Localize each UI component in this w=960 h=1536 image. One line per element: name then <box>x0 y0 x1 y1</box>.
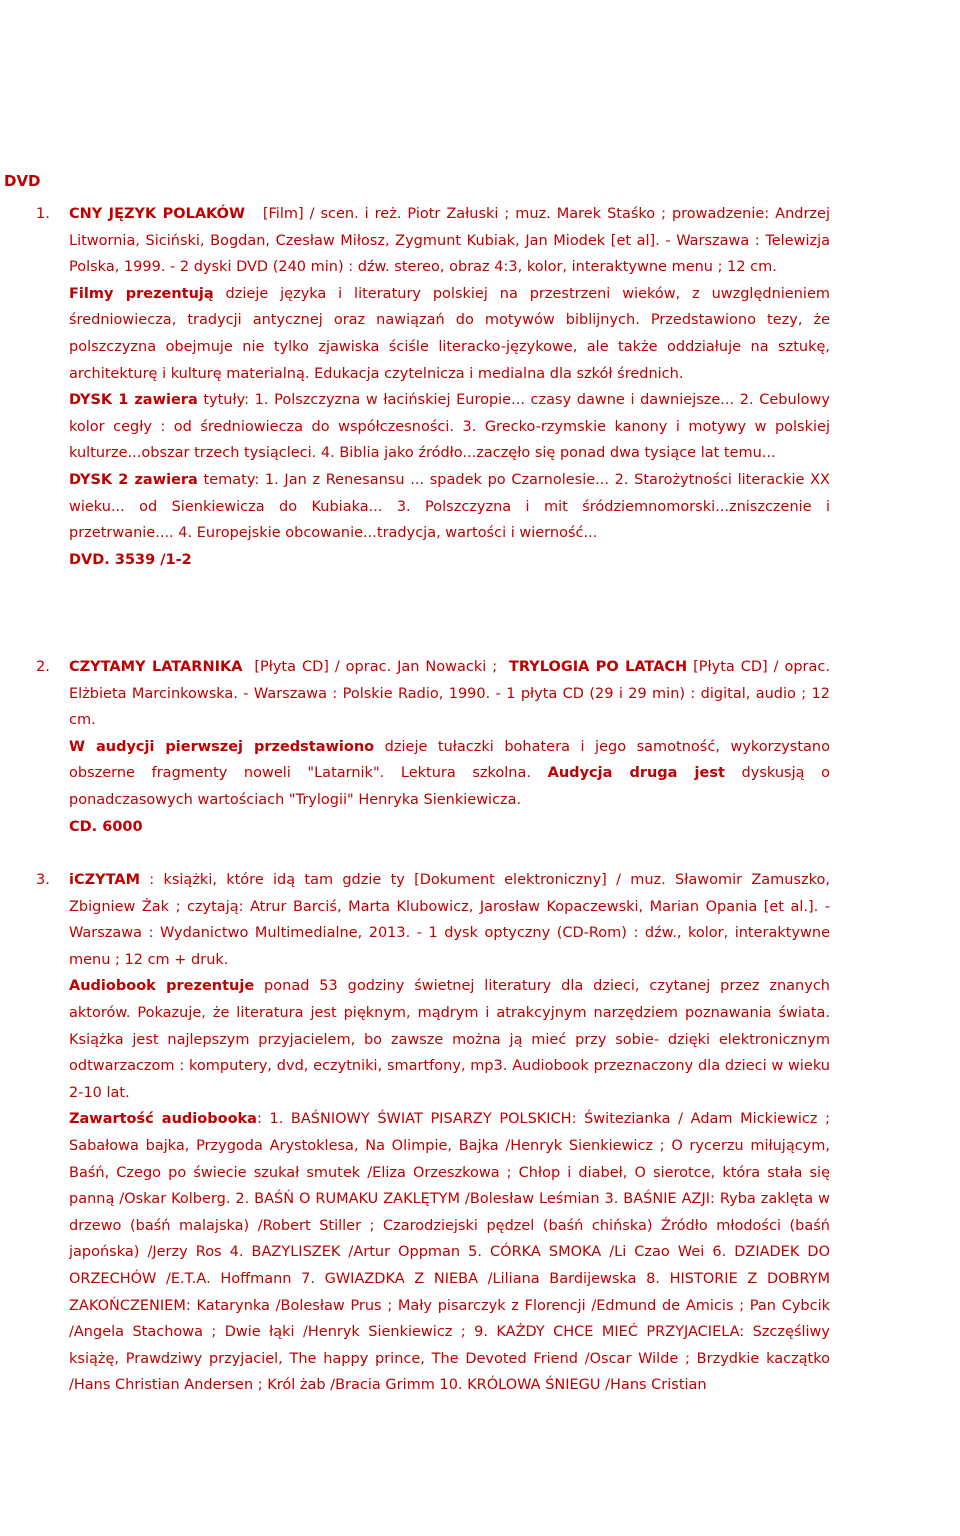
disc-2-contents <box>69 467 830 547</box>
entry-title: iCZYTAM <box>69 872 141 888</box>
signature-text: CD. 6000 <box>69 818 143 835</box>
catalog-entry <box>36 654 830 840</box>
catalog-entry <box>36 201 835 573</box>
summary-lead: Filmy prezentują <box>69 285 214 302</box>
section-heading: DVD <box>4 172 41 190</box>
entry-number: 1. <box>36 206 50 222</box>
entry-second-title: TRYLOGIA PO LATACH <box>509 659 688 675</box>
summary-lead-2: Audycja druga jest <box>547 765 725 782</box>
entry-contents <box>69 1106 830 1399</box>
summary-text: dzieje języka i literatury polskiej na przestrzeni wieków, z uwzględnieniem średniowiecza, tradycji antycznej oraz nawiązań do motywów biblijnych. Przedstawiono tezy, że polszczyzna obejmuje nie tylko zjawiska ściśle literacko-językowe, ale także oddziałuje na sztukę, architekturę i kulturę materialną. Edukacja czytelnicza i medialna dla szkół średnich. <box>69 285 830 382</box>
contents-text: : 1. BAŚNIOWY ŚWIAT PISARZY POLSKICH: Świtezianka / Adam Mickiewicz ; Sabałowa bajka, Przygoda Arystoklesa, Na Olimpie, Bajka /Henryk Sienkiewicz ; O rycerzu miłującym, Baśń, Czego po świecie szukał smutek /Eliza Orzeszkowa ; Chłop i diabeł, O sierotce, która stała się panną /Oskar Kolberg. 2. BAŚŃ O RUMAKU ZAKLĘTYM /Bolesław Leśmian 3. BAŚNIE AZJI: Ryba zaklęta w drzewo (baśń malajska) /Robert Stiller ; Czarodziejski pędzel (baśń chińska) Źródło młodości (baśń japońska) /Jerzy Ros 4. BAZYLISZEK /Artur Oppman 5. CÓRKA SMOKA /Li Czao Wei 6. DZIADEK DO ORZECHÓW /E.T.A. Hoffmann 7. GWIAZDKA Z NIEBA /Liliana Bardijewska 8. HISTORIE Z DOBRYM ZAKOŃCZENIEM: Katarynka /Bolesław Prus ; Mały pisarczyk z Florencji /Edmund de Amicis ; Pan Cybcik /Angela Stachowa ; Dwie łąki /Henryk Sienkiewicz ; 9. KAŻDY CHCE MIEĆ PRZYJACIELA: Szczęśliwy książę, Prawdziwy przyjaciel, The happy prince, The Devoted Friend /Oscar Wilde ; Brzydkie kaczątko /Hans Christian Andersen ; Król żab /Bracia Grimm 10. KRÓLOWA ŚNIEGU /Hans Cristian <box>69 1111 830 1394</box>
contents-lead: Zawartość audiobooka <box>69 1111 257 1128</box>
entry-bibliographic-text: [Płyta CD] / oprac. Jan Nowacki ; <box>242 659 510 675</box>
summary-text-2: dyskusją o ponadczasowych wartościach "Trylogii" Henryka Sienkiewicza. <box>69 765 830 808</box>
entry-description <box>69 201 835 281</box>
entry-number: 2. <box>36 659 50 675</box>
shelf-signature <box>69 814 830 841</box>
summary-text: ponad 53 godziny świetnej literatury dla dzieci, czytanej przez znanych aktorów. Pokazuje, że literatura jest pięknym, mądrym i atrakcyjnym narzędziem poznawania świata. Książka jest najlepszym przyjacielem, bo zawsze można ją mieć przy sobie- dzięki elektronicznym odtwarzaczom : komputery, dvd, eczytniki, smartfony, mp3. Audiobook przeznaczony dla dzieci w wieku 2-10 lat. <box>69 978 830 1101</box>
disc-2-lead: DYSK 2 zawiera <box>69 471 198 488</box>
disc-1-contents <box>69 387 830 467</box>
disc-1-lead: DYSK 1 zawiera <box>69 392 198 409</box>
entry-summary <box>69 281 830 387</box>
entry-bibliographic-text: [Film] / scen. i reż. Piotr Załuski ; muz. Marek Staśko ; prowadzenie: Andrzej Litwornia, Siciński, Bogdan, Czesław Miłosz, Zygmunt Kubiak, Jan Miodek [et al]. - Warszawa : Telewizja Polska, 1999. - 2 dyski DVD (240 min) : dźw. stereo, obraz 4:3, kolor, interaktywne menu ; 12 cm. <box>69 206 835 276</box>
signature-text: DVD. 3539 /1-2 <box>69 551 192 568</box>
entry-title: CNY JĘZYK POLAKÓW <box>69 206 245 222</box>
entry-number: 3. <box>36 872 50 888</box>
entry-title: CZYTAMY LATARNIKA <box>69 659 243 675</box>
summary-text: dzieje tułaczki bohatera i jego samotność, wykorzystano obszerne fragmenty noweli "Latarnik". Lektura szkolna. <box>69 738 830 782</box>
entry-description <box>69 654 830 734</box>
entry-description <box>69 867 830 973</box>
entry-bibliographic-text: : książki, które idą tam gdzie ty [Dokument elektroniczny] / muz. Sławomir Zamuszko, Zbigniew Żak ; czytają: Atrur Barciś, Marta Klubowicz, Jarosław Kopaczewski, Marian Opania [et al.]. - Warszawa : Wydanictwo Multimedialne, 2013. - 1 dysk optyczny (CD-Rom) : dźw., kolor, interaktywne menu ; 12 cm + druk. <box>69 872 830 968</box>
summary-lead: W audycji pierwszej przedstawiono <box>69 738 375 755</box>
disc-1-text: tytuły: 1. Polszczyzna w łacińskiej Europie... czasy dawne i dawniejsze... 2. Cebulowy kolor cegły : od średniowiecza do współczesności. 3. Grecko-rzymskie kanony i motywy w polskiej kulturze...obszar trzech tysiącleci. 4. Biblia jako źródło...zaczęło się ponad dwa tysiące lat temu... <box>69 392 830 462</box>
disc-2-text: tematy: 1. Jan z Renesansu ... spadek po Czarnolesie... 2. Starożytności literackie XX wieku... od Sienkiewicza do Kubiaka... 3. Polszczyzna i mit śródziemnomorski...zniszczenie i przetrwanie.... 4. Europejskie obcowanie...tradycja, wartości i wierność... <box>69 471 830 542</box>
shelf-signature <box>69 547 830 574</box>
entry-summary <box>69 973 830 1106</box>
entry-summary <box>69 734 830 814</box>
entry-bibliographic-text-2: [Płyta CD] / oprac. Elżbieta Marcinkowska. - Warszawa : Polskie Radio, 1990. - 1 płyta CD (29 i 29 min) : digital, audio ; 12 cm. <box>69 659 830 729</box>
catalog-entry <box>36 867 830 1399</box>
summary-lead: Audiobook prezentuje <box>69 978 255 995</box>
